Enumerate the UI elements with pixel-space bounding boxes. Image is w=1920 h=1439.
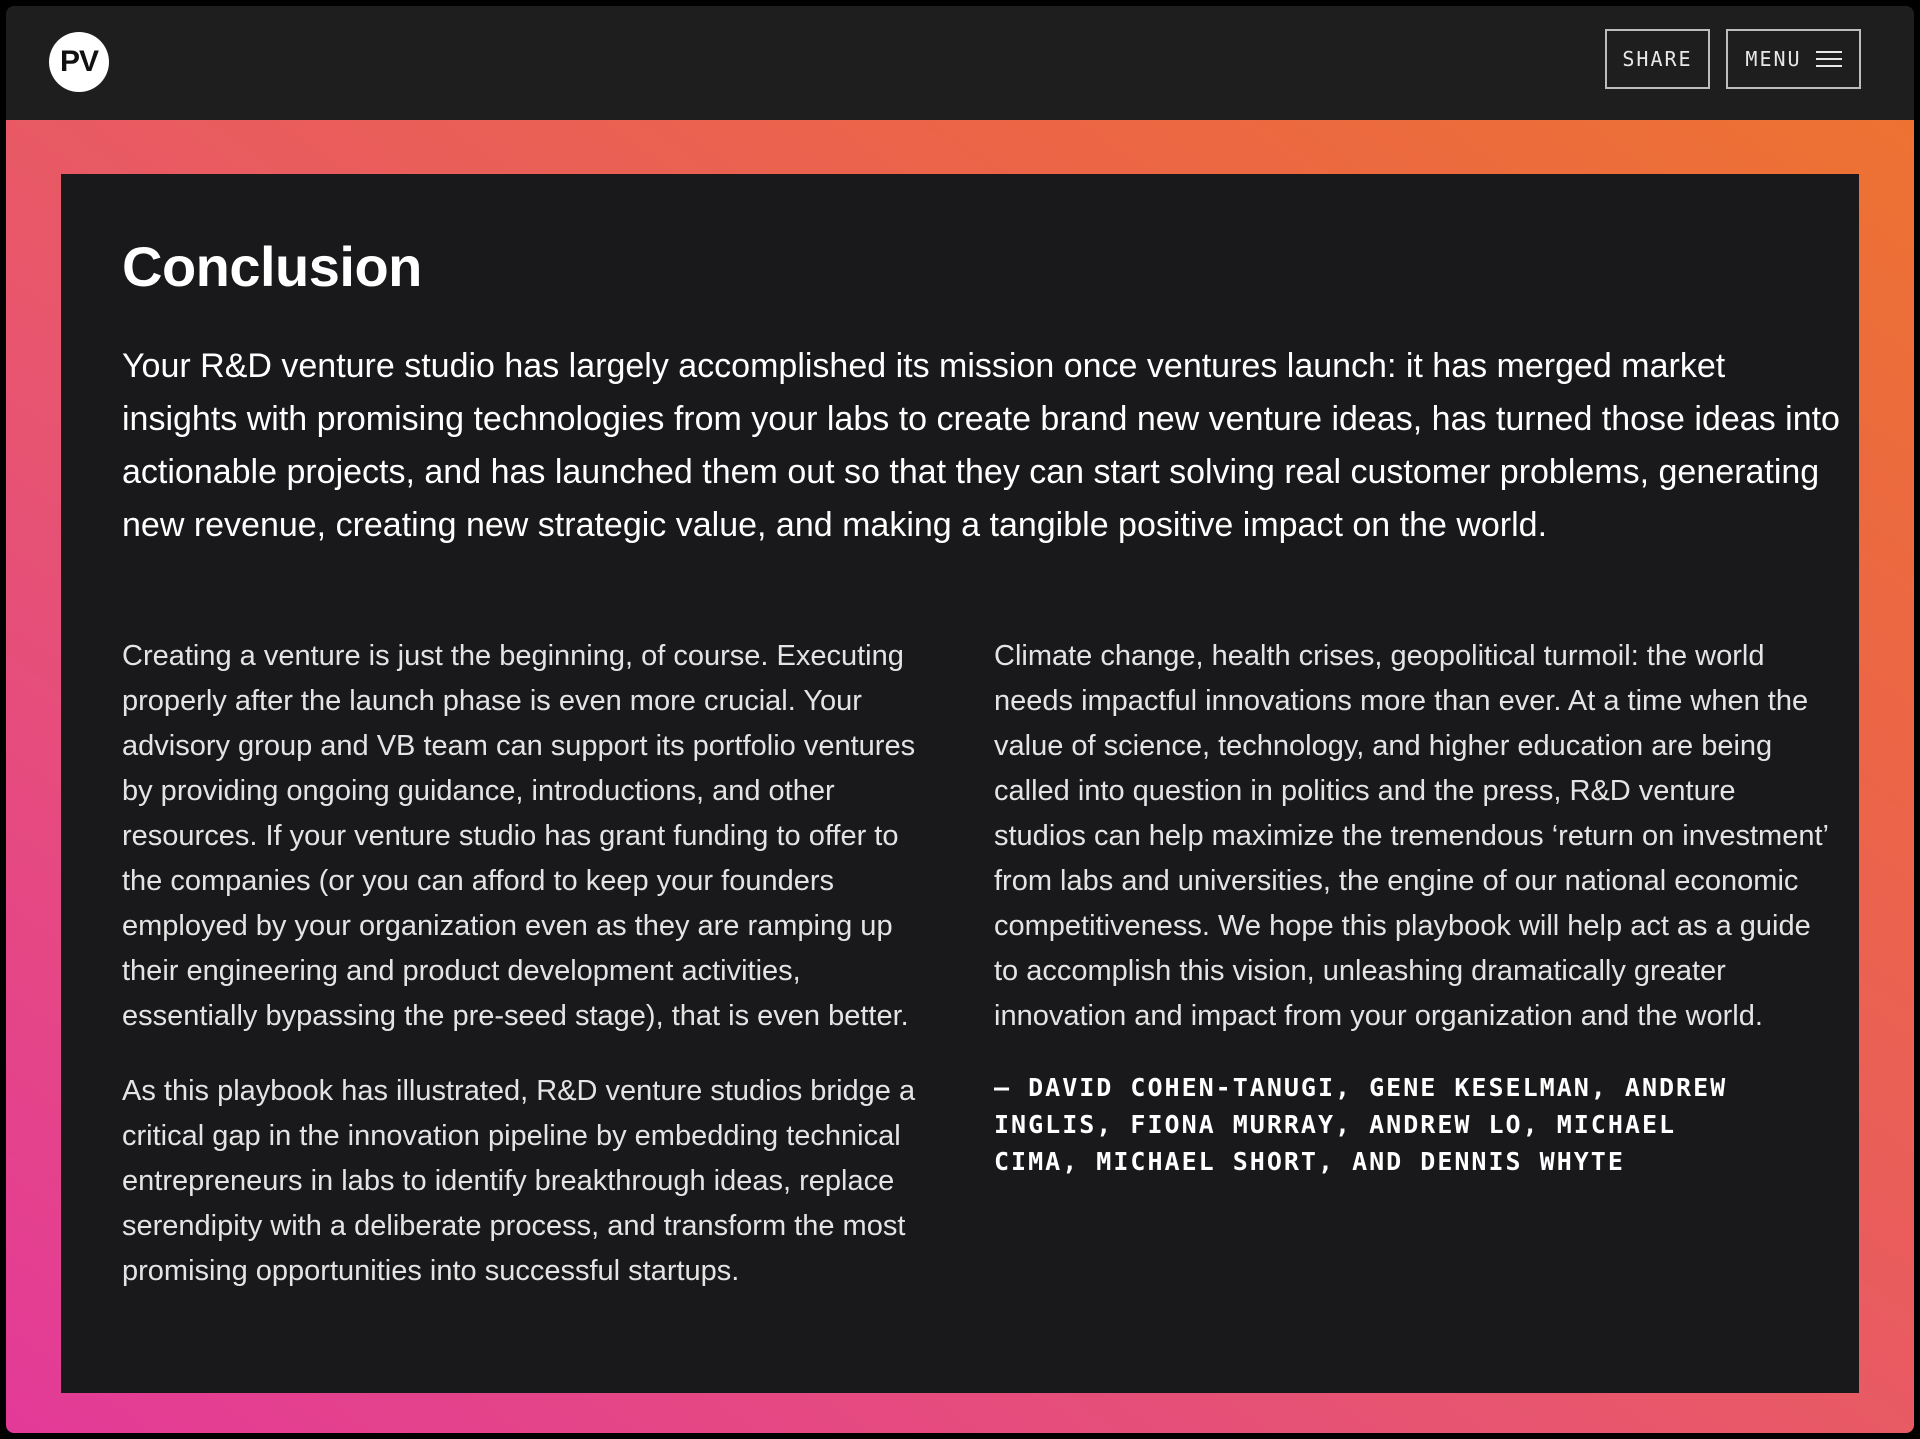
share-button[interactable] [1605, 29, 1710, 89]
menu-button-label: MENU [1745, 47, 1802, 71]
page-title: Conclusion [122, 235, 422, 298]
top-bar [6, 6, 1914, 120]
lead-paragraph: Your R&D venture studio has largely accomplished its mission once ventures launch: it has merged market insights with promising technologies from your labs to create brand new venture ideas, has turned those ideas into actionable projects, and has launched them out so that they can start solving real customer problems, generating new revenue, creating new strategic value, and making a tangible positive impact on the world. [122, 347, 1840, 544]
conclusion-card [61, 174, 1859, 1393]
right-column [994, 634, 1834, 1180]
gradient-border [6, 120, 1914, 1433]
body-paragraph: Climate change, health crises, geopolitical turmoil: the world needs impactful innovations more than ever. At a time when the value of science, technology, and higher education are being called into question in politics and the press, R&D venture studios can help maximize the tremendous ‘return on investment’ from labs and universities, the engine of our national economic competitiveness. We hope this playbook will help act as a guide to accomplish this vision, unleashing dramatically greater innovation and impact from your organization and the world. [994, 640, 1828, 1032]
authors-credit: — DAVID COHEN-TANUGI, GENE KESELMAN, ANDREW INGLIS, FIONA MURRAY, ANDREW LO, MICHAEL CIMA, MICHAEL SHORT, AND DENNIS WHYTE [994, 1073, 1728, 1176]
menu-icon [1816, 51, 1842, 67]
menu-button[interactable] [1726, 29, 1861, 89]
share-button-label: SHARE [1622, 47, 1693, 71]
body-paragraph: Creating a venture is just the beginning, of course. Executing properly after the launch phase is even more crucial. Your advisory group and VB team can support its portfolio ventures by providing ongoing guidance, introductions, and other resources. If your venture studio has grant funding to offer to the companies (or you can afford to keep your founders employed by your organization even as they are ramping up their engineering and product development activities, essentially bypassing the pre-seed stage), that is even better. [122, 640, 916, 1032]
pv-logo[interactable]: PV [49, 32, 109, 92]
left-column [122, 634, 942, 1324]
body-paragraph: As this playbook has illustrated, R&D venture studios bridge a critical gap in the innovation pipeline by embedding technical entrepreneurs in labs to identify breakthrough ideas, replace serendipity with a deliberate process, and transform the most promising opportunities into successful startups. [122, 1075, 916, 1287]
